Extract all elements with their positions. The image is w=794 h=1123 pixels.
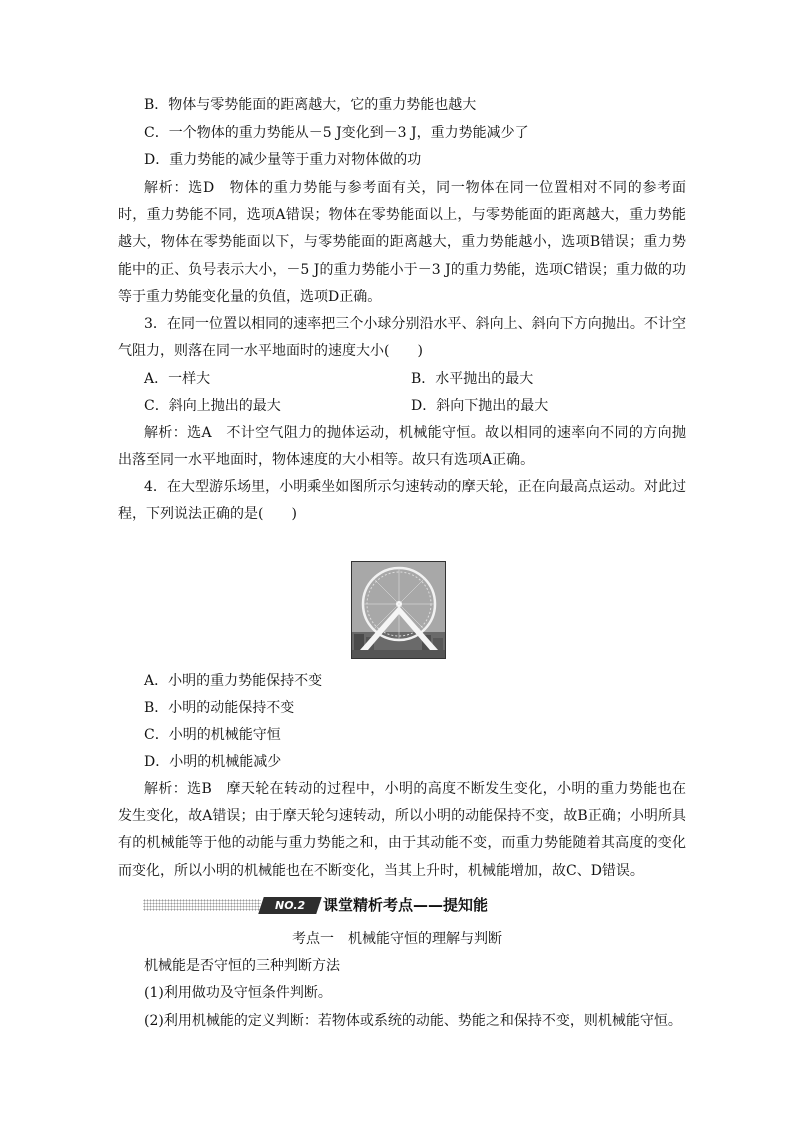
kaodian-title: 考点一 机械能守恒的理解与判断 (292, 931, 502, 947)
method-2: (2)利用机械能的定义判断：若物体或系统的动能、势能之和保持不变，则机械能守恒。 (144, 1013, 682, 1029)
q4-option-b: B．小明的动能保持不变 (144, 700, 295, 716)
q3-option-d: D．斜向下抛出的最大 (411, 398, 549, 414)
q3-analysis: 解析：选A 不计空气阻力的抛体运动，机械能守恒。故以相同的速率向不同的方向抛出落至同一水平地面时，物体速度的大小相等。故只有选项A正确。 (118, 425, 686, 469)
method-1: (1)利用做功及守恒条件判断。 (144, 985, 332, 1001)
q2-option-b: B．物体与零势能面的距离越大，它的重力势能也越大 (144, 97, 477, 113)
q4-option-c: C．小明的机械能守恒 (144, 727, 281, 743)
q4-option-a: A．小明的重力势能保持不变 (144, 673, 323, 689)
q2-analysis: 解析：选D 物体的重力势能与参考面有关，同一物体在同一位置相对不同的参考面时，重力势能不同，选项A错误；物体在零势能面以上，与零势能面的距离越大，重力势能越大，物体在零势能面以下，与零势能面的距离越大，重力势能越小，选项B错误；重力势能中的正、负号表示大小，－5 J的重力势能小于－3 J的重力势能，选项C错误；重力做的功等于重力势能变化量的负值，选项D正确。 (118, 180, 686, 305)
q4-stem: 4．在大型游乐场里，小明乘坐如图所示匀速转动的摩天轮，正在向最高点运动。对此过程，下列说法正确的是( ) (118, 479, 686, 523)
q3-option-a: A．一样大 (144, 371, 211, 387)
q4-analysis: 解析：选B 摩天轮在转动的过程中，小明的高度不断发生变化，小明的重力势能也在发生变化，故A错误；由于摩天轮匀速转动，所以小明的动能保持不变，故B正确；小明所具有的机械能等于他的动能与重力势能之和，由于其动能不变，而重力势能随着其高度的变化而变化，所以小明的机械能也在不断变化，当其上升时，机械能增加，故C、D错误。 (118, 781, 686, 879)
q3-option-b: B．水平抛出的最大 (411, 371, 534, 387)
q2-option-d: D．重力势能的减少量等于重力对物体做的功 (144, 152, 422, 168)
section-badge: NO.2 (258, 897, 322, 914)
kaodian-intro: 机械能是否守恒的三种判断方法 (144, 958, 340, 974)
q3-option-c: C．斜向上抛出的最大 (144, 398, 281, 414)
q2-option-c: C．一个物体的重力势能从－5 J变化到－3 J，重力势能减少了 (144, 125, 529, 141)
q3-stem: 3．在同一位置以相同的速率把三个小球分别沿水平、斜向上、斜向下方向抛出。不计空气阻力，则落在同一水平地面时的速度大小( ) (118, 316, 686, 360)
section-title: 课堂精析考点——提知能 (323, 896, 489, 914)
section-dots (143, 899, 261, 911)
section-header (143, 895, 683, 917)
ferris-wheel-icon (352, 562, 445, 658)
ferris-wheel-photo (351, 561, 446, 659)
q4-option-d: D．小明的机械能减少 (144, 754, 282, 770)
